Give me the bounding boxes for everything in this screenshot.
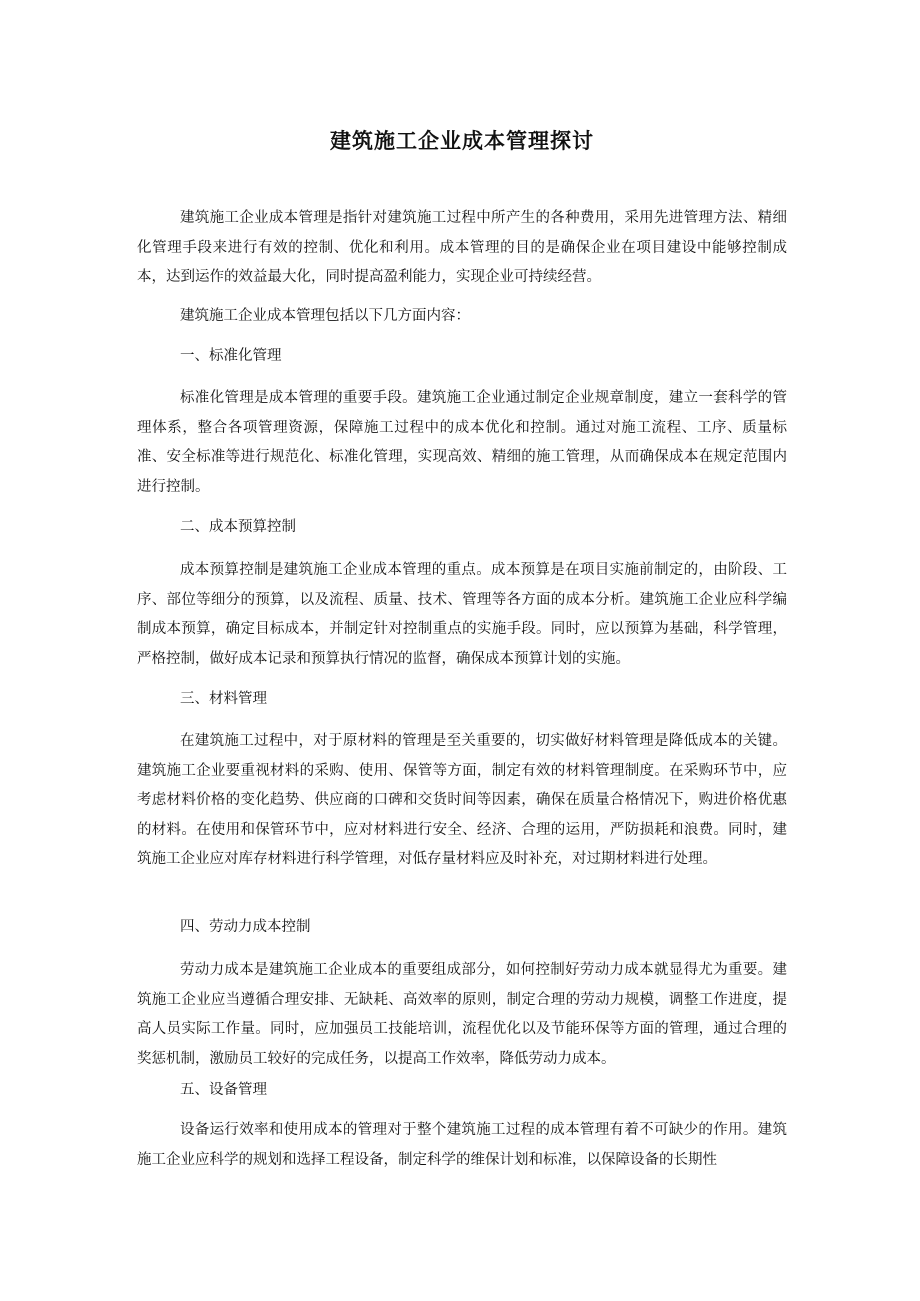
section-body-budget: 成本预算控制是建筑施工企业成本管理的重点。成本预算是在项目实施前制定的，由阶段、工序、部位等细分的预算，以及流程、质量、技术、管理等各方面的成本分析。建筑施工企业应科学编制成本预算，确定目标成本，并制定针对控制重点的实施手段。同时，应以预算为基础，科学管理，严格控制，做好成本记录和预算执行情况的监督，确保成本预算计划的实施。 [137,562,787,667]
section-body-labor: 劳动力成本是建筑施工企业成本的重要组成部分，如何控制好劳动力成本就显得尤为重要。建筑施工企业应当遵循合理安排、无缺耗、高效率的原则，制定合理的劳动力规模，调整工作进度，提高人员实际工作量。同时，应加强员工技能培训，流程优化以及节能环保等方面的管理，通过合理的奖惩机制，激励员工较好的完成任务，以提高工作效率，降低劳动力成本。 [137,962,787,1067]
document-title: 建筑施工企业成本管理探讨 [330,129,594,153]
section-body-standardization: 标准化管理是成本管理的重要手段。建筑施工企业通过制定企业规章制度，建立一套科学的管理体系，整合各项管理资源，保障施工过程中的成本优化和控制。通过对施工流程、工序、质量标准、安全标准等进行规范化、标准化管理，实现高效、精细的施工管理，从而确保成本在规定范围内进行控制。 [137,390,787,495]
section-body-materials: 在建筑施工过程中，对于原材料的管理是至关重要的，切实做好材料管理是降低成本的关键。建筑施工企业要重视材料的采购、使用、保管等方面，制定有效的材料管理制度。在采购环节中，应考虑材料价格的变化趋势、供应商的口碑和交货时间等因素，确保在质量合格情况下，购进价格优惠的材料。在使用和保管环节中，应对材料进行安全、经济、合理的运用，严防损耗和浪费。同时，建筑施工企业应对库存材料进行科学管理，对低存量材料应及时补充，对过期材料进行处理。 [137,733,787,867]
intro-paragraph: 建筑施工企业成本管理是指针对建筑施工过程中所产生的各种费用，采用先进管理方法、精细化管理手段来进行有效的控制、优化和利用。成本管理的目的是确保企业在项目建设中能够控制成本，达到运作的效益最大化，同时提高盈利能力，实现企业可持续经营。 [137,210,787,285]
section-body-equipment: 设备运行效率和使用成本的管理对于整个建筑施工过程的成本管理有着不可缺少的作用。建筑施工企业应科学的规划和选择工程设备，制定科学的维保计划和标准，以保障设备的长期性 [137,1122,787,1168]
lead-paragraph: 建筑施工企业成本管理包括以下几方面内容： [180,308,470,324]
section-heading-materials: 三、材料管理 [180,691,267,707]
section-heading-labor: 四、劳动力成本控制 [180,919,311,935]
section-heading-standardization: 一、标准化管理 [180,348,282,364]
section-heading-equipment: 五、设备管理 [180,1082,267,1098]
section-heading-budget: 二、成本预算控制 [180,519,296,535]
